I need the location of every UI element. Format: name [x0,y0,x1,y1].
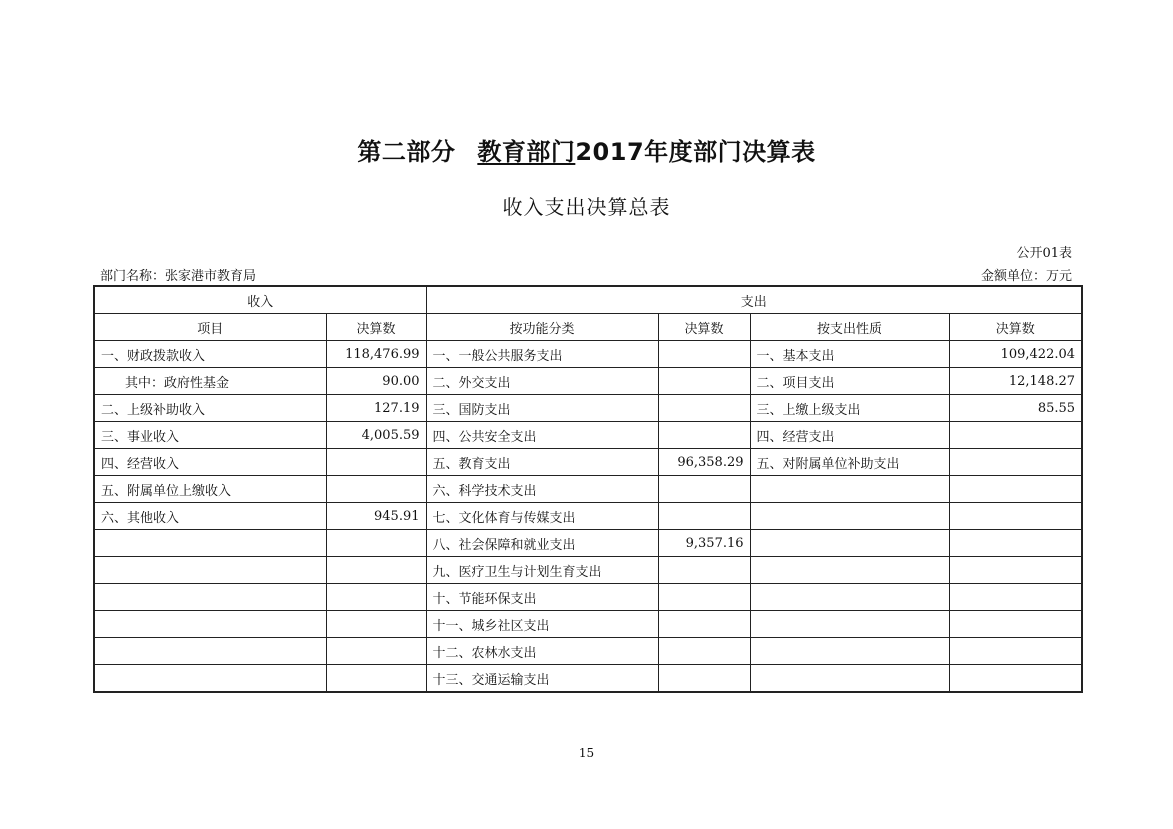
income-item-cell: 五、附属单位上缴收入 [94,476,326,503]
income-amount-cell: 118,476.99 [326,341,426,368]
function-item-cell: 十、节能环保支出 [426,584,658,611]
income-item-cell [94,530,326,557]
table-row [94,611,1082,638]
function-item-cell: 四、公共安全支出 [426,422,658,449]
nature-amount-cell [949,503,1082,530]
column-header-row [94,314,1082,341]
function-item-cell: 三、国防支出 [426,395,658,422]
table-row [94,665,1082,693]
income-expense-table [93,285,1083,693]
nature-item-cell [750,665,949,693]
page-title [0,132,1173,167]
expense-group-header: 支出 [426,286,1082,314]
form-number: 公开01表 [1016,246,1072,261]
nature-item-cell [750,530,949,557]
nature-item-cell [750,557,949,584]
function-amount-cell [658,584,750,611]
function-item-cell: 十一、城乡社区支出 [426,611,658,638]
function-item-cell: 十二、农林水支出 [426,638,658,665]
table-subtitle: 收入支出决算总表 [502,195,671,219]
income-item-cell [94,638,326,665]
income-amount-cell [326,557,426,584]
col-header: 按支出性质 [750,314,949,341]
nature-amount-cell [949,476,1082,503]
table-row [94,557,1082,584]
nature-amount-cell [949,422,1082,449]
nature-amount-cell: 12,148.27 [949,368,1082,395]
function-amount-cell [658,611,750,638]
income-amount-cell [326,665,426,693]
table-row [94,449,1082,476]
function-amount-cell [658,395,750,422]
nature-amount-cell [949,557,1082,584]
function-amount-cell [658,368,750,395]
nature-item-cell: 四、经营支出 [750,422,949,449]
function-item-cell: 七、文化体育与传媒支出 [426,503,658,530]
function-item-cell: 八、社会保障和就业支出 [426,530,658,557]
nature-amount-cell: 109,422.04 [949,341,1082,368]
function-amount-cell [658,638,750,665]
page-number: 15 [578,746,595,760]
nature-item-cell [750,638,949,665]
nature-amount-cell: 85.55 [949,395,1082,422]
group-header-row [94,286,1082,314]
income-amount-cell: 90.00 [326,368,426,395]
title-part: 第二部分 [357,138,456,166]
function-item-cell: 一、一般公共服务支出 [426,341,658,368]
function-amount-cell [658,503,750,530]
nature-item-cell [750,584,949,611]
income-item-cell: 三、事业收入 [94,422,326,449]
nature-item-cell [750,476,949,503]
income-item-cell [94,611,326,638]
function-item-cell: 九、医疗卫生与计划生育支出 [426,557,658,584]
table-row [94,638,1082,665]
function-item-cell: 五、教育支出 [426,449,658,476]
income-amount-cell: 945.91 [326,503,426,530]
table-row [94,422,1082,449]
function-item-cell: 十三、交通运输支出 [426,665,658,693]
income-item-cell [94,557,326,584]
income-amount-cell [326,476,426,503]
income-amount-cell: 127.19 [326,395,426,422]
title-dept: 教育部门 [477,138,576,166]
function-amount-cell [658,557,750,584]
col-header: 决算数 [326,314,426,341]
col-header: 按功能分类 [426,314,658,341]
nature-amount-cell [949,584,1082,611]
table-row [94,530,1082,557]
nature-item-cell: 一、基本支出 [750,341,949,368]
income-amount-cell [326,611,426,638]
nature-item-cell [750,503,949,530]
income-item-cell: 四、经营收入 [94,449,326,476]
nature-item-cell: 三、上缴上级支出 [750,395,949,422]
function-amount-cell: 96,358.29 [658,449,750,476]
function-amount-cell [658,341,750,368]
table-row [94,584,1082,611]
col-header: 决算数 [658,314,750,341]
function-amount-cell [658,422,750,449]
function-amount-cell [658,665,750,693]
income-amount-cell: 4,005.59 [326,422,426,449]
nature-item-cell: 五、对附属单位补助支出 [750,449,949,476]
income-item-cell: 一、财政拨款收入 [94,341,326,368]
table-row [94,341,1082,368]
table-row [94,503,1082,530]
col-header: 决算数 [949,314,1082,341]
income-amount-cell [326,530,426,557]
income-item-cell: 二、上级补助收入 [94,395,326,422]
nature-amount-cell [949,638,1082,665]
nature-item-cell [750,611,949,638]
nature-item-cell: 二、项目支出 [750,368,949,395]
income-amount-cell [326,584,426,611]
function-amount-cell [658,476,750,503]
function-item-cell: 六、科学技术支出 [426,476,658,503]
income-item-cell [94,665,326,693]
income-amount-cell [326,449,426,476]
nature-amount-cell [949,611,1082,638]
income-item-cell [94,584,326,611]
nature-amount-cell [949,665,1082,693]
nature-amount-cell [949,530,1082,557]
table-row [94,395,1082,422]
income-group-header: 收入 [94,286,426,314]
title-rest: 2017年度部门决算表 [575,138,816,166]
function-amount-cell: 9,357.16 [658,530,750,557]
table-row [94,368,1082,395]
function-item-cell: 二、外交支出 [426,368,658,395]
table-row [94,476,1082,503]
income-item-cell: 其中：政府性基金 [94,368,326,395]
income-amount-cell [326,638,426,665]
department-name: 部门名称：张家港市教育局 [100,269,257,284]
nature-amount-cell [949,449,1082,476]
income-item-cell: 六、其他收入 [94,503,326,530]
table-body [94,286,1082,692]
amount-unit: 金额单位：万元 [980,269,1072,284]
col-header: 项目 [94,314,326,341]
